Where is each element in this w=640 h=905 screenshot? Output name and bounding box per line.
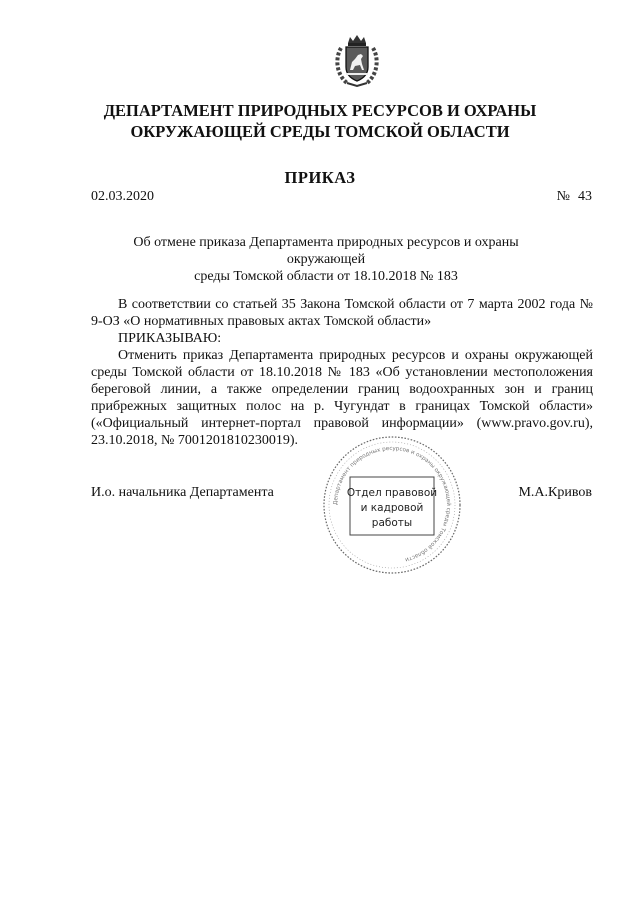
stamp-ring-text: Департамент природных ресурсов и охраны окружающей среды Томской области xyxy=(332,445,452,563)
order-subject-line1: Об отмене приказа Департамента природных ресурсов и охраны окружающей xyxy=(133,235,519,267)
signatory-position: И.о. начальника Департамента xyxy=(91,485,274,500)
department-title-line1: ДЕПАРТАМЕНТ ПРИРОДНЫХ РЕСУРСОВ И ОХРАНЫ xyxy=(103,101,537,120)
number-value: 43 xyxy=(578,189,592,204)
stamp-line1: Отдел правовой xyxy=(346,487,438,499)
body-paragraph-decision: Отменить приказ Департамента природных ресурсов и охраны окружающей среды Томской области от 18.10.2018 № 183 «Об установлении местоположения береговой линии, а также определении границ водоохранных зон и границ прибрежных защитных полос на р. Чугундат в границах Томской области» («Официальный интернет-портал правовой информации» (www.pravo.gov.ru), 23.10.2018, № 7001201810230019). xyxy=(91,348,593,448)
tomsk-coat-of-arms-icon xyxy=(333,34,381,88)
department-title xyxy=(0,100,640,142)
order-subject-line2: среды Томской области от 18.10.2018 № 183 xyxy=(194,269,458,284)
signatory-name: М.А.Кривов xyxy=(518,485,592,500)
order-number xyxy=(557,189,592,205)
order-title: ПРИКАЗ xyxy=(284,168,356,187)
stamp-line2: и кадровой xyxy=(360,502,424,514)
order-subject xyxy=(96,234,556,285)
stamp-line3: работы xyxy=(371,517,413,529)
approval-stamp xyxy=(322,435,462,575)
number-sign: № xyxy=(556,189,570,204)
order-body xyxy=(91,296,593,449)
department-title-line2: ОКРУЖАЮЩЕЙ СРЕДЫ ТОМСКОЙ ОБЛАСТИ xyxy=(130,122,510,141)
order-date: 02.03.2020 xyxy=(91,189,154,204)
body-paragraph-basis: В соответствии со статьей 35 Закона Томской области от 7 марта 2002 года № 9-ОЗ «О нормативных правовых актах Томской области» xyxy=(91,297,593,329)
body-paragraph-order-word: ПРИКАЗЫВАЮ: xyxy=(118,331,222,346)
